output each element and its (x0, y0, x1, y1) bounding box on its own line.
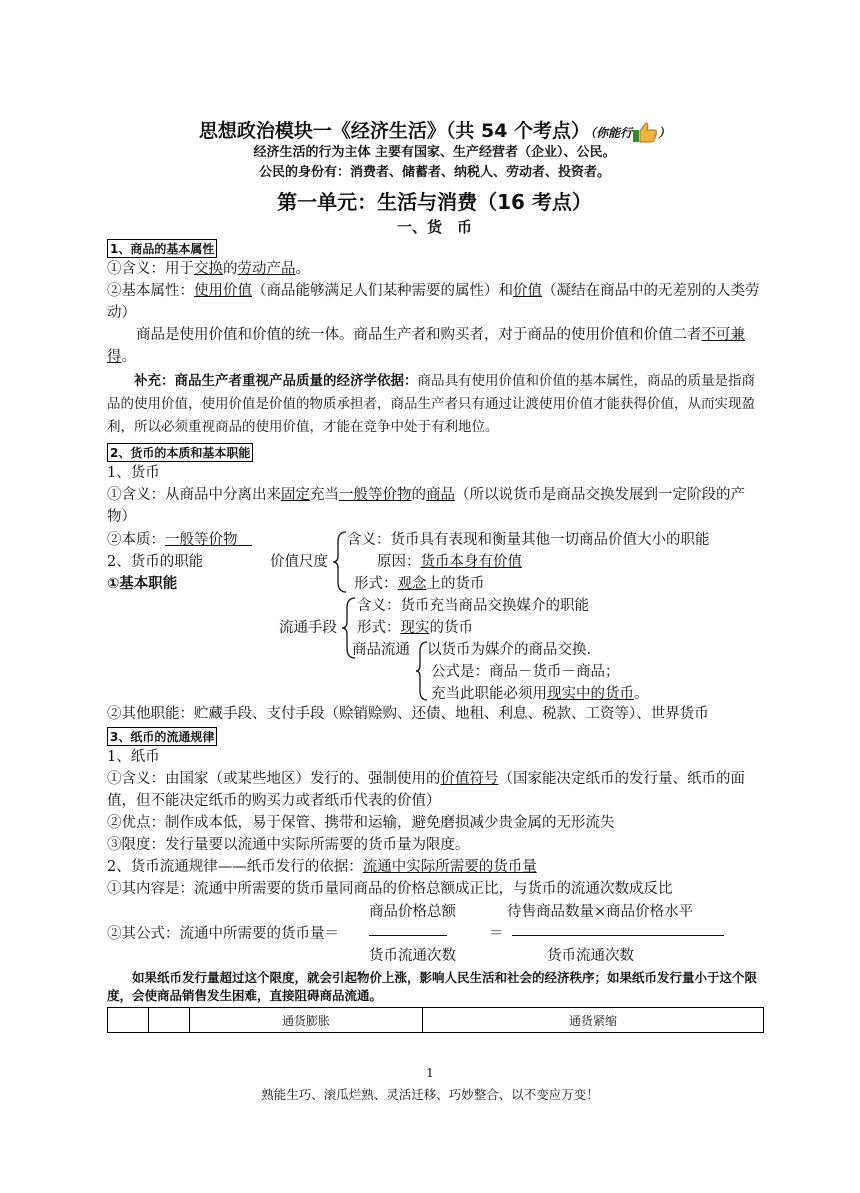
paragraph: 商品是使用价值和价值的统一体。商品生产者和购买者，对于商品的使用价值和价值二者不可兼得。 (107, 327, 745, 365)
unit-title: 第一单元：生活与消费（16 考点） (277, 190, 592, 214)
paragraph: ①含义：由国家（或某些地区）发行的、强制使用的价值符号（国家能决定纸币的发行量、纸币的面值，但不能决定纸币的购买力或者纸币代表的价值） (107, 771, 745, 809)
subtitle-line-2: 公民的身份有：消费者、储蓄者、纳税人、劳动者、投资者。 (258, 165, 610, 180)
paragraph: ①含义：用于交换的劳动产品。 (107, 261, 310, 277)
money-functions-diagram: ②本质：一般等价物 2、货币的职能 ①基本职能 价值尺度 含义：货币具有表现和衡量其他一切商品价值大小的职能 原因：货币本身有价值 形式：观念上的货币 流通手段 含义：货币充当商品交换媒介的职能 形式：现实的货币 商品流通 以货币为媒介的商品交换. 公式是：商品－货币－商品； 充当此职能必须用现实中的货币。 (107, 532, 710, 702)
paragraph: ①含义：从商品中分离出来固定充当一般等价物的商品（所以说货币是商品交换发展到一定阶段的产物） (107, 487, 745, 525)
heading-paper-money: 3、纸币的流通规律 (107, 727, 217, 746)
table-header: 通货紧缩 (423, 1008, 764, 1033)
thumbs-up-icon (632, 121, 658, 143)
footer-motto: 熟能生巧、滚瓜烂熟、灵活迁移、巧妙整合、以不变应万变！ (261, 1087, 599, 1102)
table-header: 通货膨胀 (190, 1008, 423, 1033)
paragraph: 1、纸币 (107, 749, 160, 765)
heading-money-nature: 2、货币的本质和基本职能 (107, 443, 253, 462)
inflation-deflation-table (107, 1007, 764, 1033)
circulation-label: 流通手段 (279, 620, 337, 636)
supplement-paragraph: 补充：商品生产者重视产品质量的经济学依据：商品具有使用价值和价值的基本属性，商品的质量是指商品的使用价值，使用价值是价值的物质承担者，商品生产者只有通过让渡使用价值才能获得价值，从而实现盈利，所以必须重视商品的使用价值，才能在竞争中处于有利地位。 (107, 373, 755, 435)
paragraph: ①其内容是：流通中所需要的货币量同商品的价格总额成正比，与货币的流通次数成反比 (107, 881, 673, 897)
paragraph: ②基本属性：使用价值（商品能够满足人们某种需要的属性）和价值（凝结在商品中的无差别的人类劳动） (107, 283, 760, 321)
brace-icon (332, 530, 348, 594)
value-measure-label: 价值尺度 (270, 554, 328, 570)
bold-note: 如果纸币发行量超过这个限度，就会引起物价上涨，影响人民生活和社会的经济秩序；如果纸币发行量小于这个限度，会使商品销售发生困难，直接阻碍商品流通。 (107, 970, 758, 1003)
basic-functions-label: ①基本职能 (107, 576, 178, 592)
subtitle-line-1: 经济生活的行为主体 主要有国家、生产经营者（企业）、公民。 (253, 145, 616, 160)
money-formula: 商品价格总额 待售商品数量×商品价格水平 ②其公式：流通中所需要的货币量＝ ＝ 货币流通次数 货币流通次数 (107, 900, 762, 966)
paragraph: ②优点：制作成本低，易于保管、携带和运输，避免磨损减少贵金属的无形流失 (107, 815, 615, 831)
title-note: （你能行 (590, 126, 633, 140)
page-number: 1 (426, 1066, 434, 1080)
paragraph: 2、货币流通规律——纸币发行的依据：流通中实际所需要的货币量 (107, 859, 537, 875)
page-title: 思想政治模块一《经济生活》（共 54 个考点）（你能行 ） (198, 120, 671, 142)
heading-commodity-attributes: 1、商品的基本属性 (107, 239, 217, 258)
paragraph: ②其他职能：贮藏手段、支付手段（赊销赊购、还债、地租、利息、税款、工资等）、世界货币 (107, 706, 709, 722)
section-title: 一、货 币 (396, 218, 472, 236)
paragraph: 1、货币 (107, 465, 160, 481)
paragraph: ③限度：发行量要以流通中实际所需要的货币量为限度。 (107, 837, 470, 853)
document-page (107, 112, 762, 1033)
